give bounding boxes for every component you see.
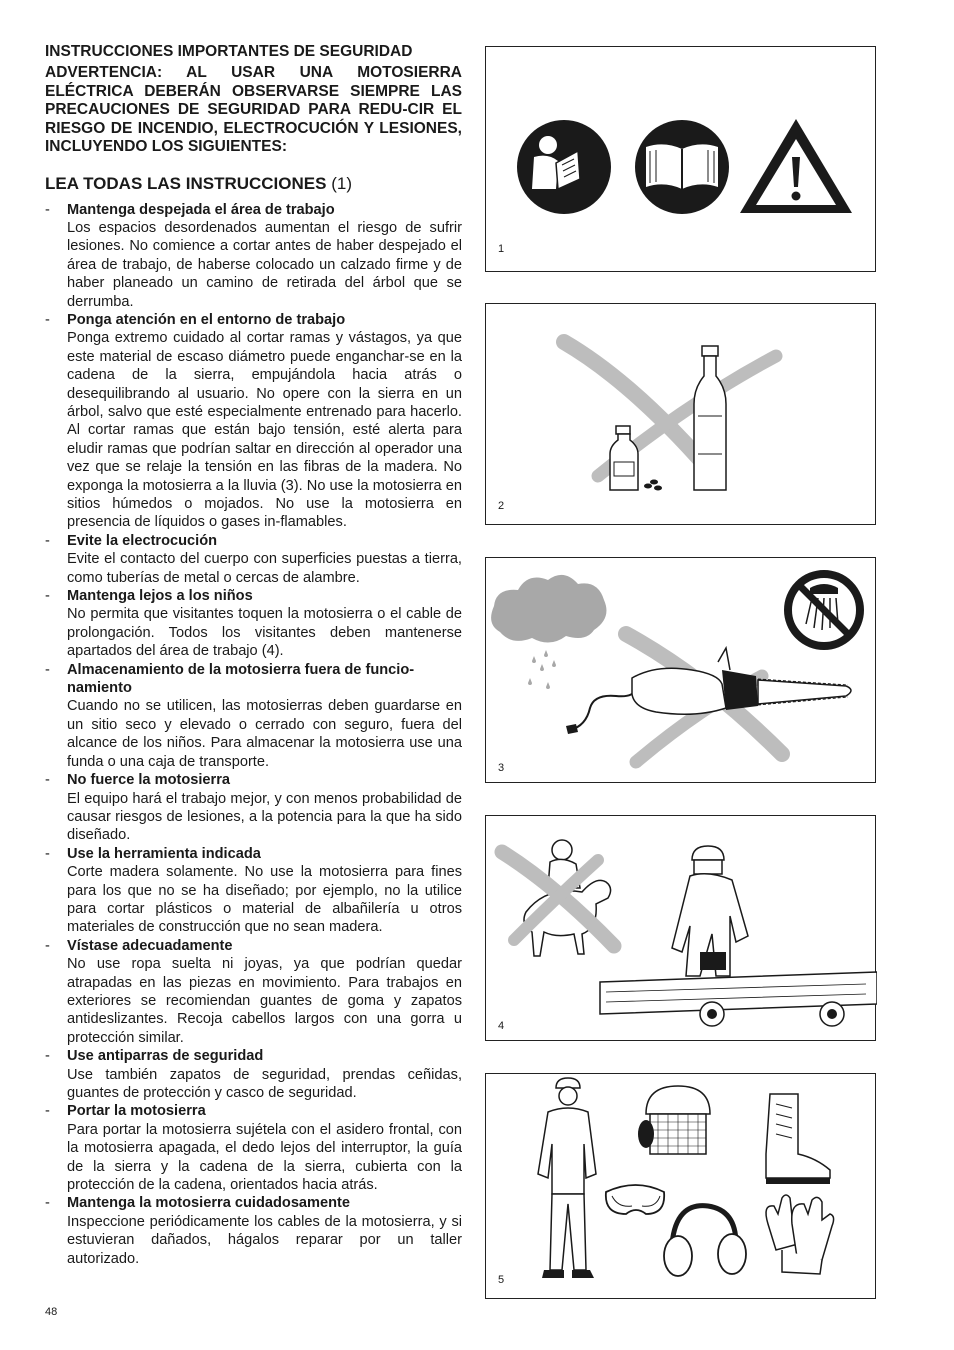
list-item bbox=[45, 201, 462, 311]
list-item-dash: - bbox=[45, 1103, 50, 1120]
list-item-text: Use también zapatos de seguridad, prendas ceñidas, guantes de protección y casco de seguridad. bbox=[67, 1066, 462, 1101]
list-item-text: Cuando no se utilicen, las motosierras deben guardarse en un sitio seco y elevado o cerrado con seguro, fuera del alcance de los niños. Para almacenar la motosierra use una funda o una caja de transporte. bbox=[67, 698, 462, 770]
figure-1-number: 1 bbox=[498, 243, 505, 255]
list-item-title: Portar la motosierra bbox=[67, 1103, 206, 1120]
list-item bbox=[45, 311, 462, 532]
section-title: INSTRUCCIONES IMPORTANTES DE SEGURIDAD bbox=[45, 43, 413, 60]
warning-paragraph: ADVERTENCIA: AL USAR UNA MOTOSIERRA ELÉCTRICA DEBERÁN OBSERVARSE SIEMPRE LAS PRECAUCIONES DE SEGURIDAD PARA REDU-CIR EL RIESGO DE INCENDIO, ELECTROCUCIÓN Y LESIONES, INCLUYENDO LOS SIGUIENTES: bbox=[45, 64, 462, 155]
safety-items-list bbox=[45, 201, 462, 1269]
list-item-text: Los espacios desordenados aumentan el riesgo de sufrir lesiones. No comience a cortar antes de haber despejado el área de trabajo, de haberse colocado un calzado firme y de haber planeado un camino de retirada del árbol que se derrumba. bbox=[67, 219, 462, 310]
figure-2 bbox=[485, 303, 876, 525]
warning-triangle-icon bbox=[740, 119, 852, 213]
list-item-text: No use ropa suelta ni joyas, ya que podrían quedar atrapadas en las piezas en movimiento. Para trabajos en exteriores se recomiendan guantes de goma y zapatos antideslizantes. Recoja cabellos largos con una gorra u protección similar. bbox=[67, 956, 462, 1046]
cross-out-icon bbox=[564, 342, 776, 480]
read-all-label: LEA TODAS LAS INSTRUCCIONES bbox=[45, 173, 327, 193]
list-item-text: Para portar la motosierra sujétela con el asidero frontal, con la motosierra apagada, el dedo lejos del interruptor, la guía de la sierra y la cadena de la sierra, cubierta con la protección de la cadena, orientados hacia atrás. bbox=[67, 1121, 462, 1194]
helmet-with-visor-icon bbox=[638, 1086, 710, 1154]
list-item bbox=[45, 587, 462, 661]
list-item-dash: - bbox=[45, 845, 50, 862]
list-item-title: Ponga atención en el entorno de trabajo bbox=[67, 311, 346, 328]
list-item-title: Almacenamiento de la motosierra fuera de funcio-namiento bbox=[67, 661, 415, 697]
list-item-title: Use antiparras de seguridad bbox=[67, 1048, 264, 1065]
list-item-dash: - bbox=[45, 772, 50, 789]
list-item-title: Mantenga despejada el área de trabajo bbox=[67, 201, 335, 218]
list-item bbox=[45, 1047, 462, 1102]
figure-2-number: 2 bbox=[498, 500, 505, 512]
no-shower-icon bbox=[788, 574, 860, 646]
figure-5-number: 5 bbox=[498, 1274, 505, 1286]
list-item-dash: - bbox=[45, 311, 50, 328]
list-item-dash: - bbox=[45, 937, 50, 954]
page-number: 48 bbox=[45, 1306, 58, 1318]
list-item-title: Mantenga lejos a los niños bbox=[67, 588, 253, 605]
worker-cutting-log-icon bbox=[600, 846, 877, 1026]
list-item-title: No fuerce la motosierra bbox=[67, 772, 231, 789]
rain-cloud-icon bbox=[491, 575, 606, 689]
list-item-dash: - bbox=[45, 1195, 50, 1212]
list-item-text: No permita que visitantes toquen la motosierra o el cable de prolongación. Todos los visitantes deben mantenerse apartados del área de trabajo (4). bbox=[67, 606, 462, 660]
read-all-heading bbox=[45, 173, 462, 195]
list-item-dash: - bbox=[45, 532, 50, 549]
figure-3-number: 3 bbox=[498, 762, 505, 774]
list-item bbox=[45, 661, 462, 771]
figure-1 bbox=[485, 46, 876, 272]
list-item-text: El equipo hará el trabajo mejor, y con menos probabilidad de causar riesgos de lesiones, a la potencia para la que ha sido diseñado. bbox=[67, 790, 462, 844]
list-item-dash: - bbox=[45, 588, 50, 605]
open-book-icon bbox=[635, 120, 729, 214]
list-item-dash: - bbox=[45, 201, 50, 218]
safety-goggles-icon bbox=[606, 1185, 664, 1214]
protective-clothing-person-icon bbox=[538, 1078, 596, 1278]
figure-3 bbox=[485, 557, 876, 783]
list-item-title: Use la herramienta indicada bbox=[67, 845, 261, 862]
list-item-title: Evite la electrocución bbox=[67, 532, 218, 549]
figure-5 bbox=[485, 1073, 876, 1299]
text-column bbox=[45, 42, 462, 1268]
list-item-text: Inspeccione periódicamente los cables de la motosierra, y si estuvieran dañados, hágalos reparar por un taller autorizado. bbox=[67, 1213, 462, 1267]
list-item bbox=[45, 1102, 462, 1194]
list-item bbox=[45, 937, 462, 1047]
ear-muffs-icon bbox=[664, 1206, 746, 1276]
figure-4-number: 4 bbox=[498, 1020, 505, 1032]
list-item-title: Mantenga la motosierra cuidadosamente bbox=[67, 1195, 351, 1212]
list-item-text: Ponga extremo cuidado al cortar ramas y vástagos, ya que este material de escaso diámetro puede enganchar-se en la cadena de la sierra, empujándola hacia atrás o desequilibrando al usuario. No opere con la sierra en un árbol, salvo que esté especialmente entrenado para hacerlo. Al cortar ramas que están bajo tensión, esté alerta para eludir ramas que podrían saltar en dirección al operador una vez que se relaje la tensión en las fibras de la madera. No exponga la motosierra a la lluvia (3). No use la motosierra en sitios húmedos o mojados. No use la motosierra en presencia de líquidos o gases in-flamables. bbox=[67, 330, 462, 531]
read-all-ref: (1) bbox=[331, 173, 352, 193]
work-gloves-icon bbox=[766, 1195, 834, 1274]
list-item bbox=[45, 771, 462, 845]
safety-boot-icon bbox=[766, 1094, 830, 1184]
list-item-text: Corte madera solamente. No use la motosierra para fines para los que no se ha diseñado; por ejemplo, no la utilice para cortar plásticos o material de albañilería u otros materiales de construcción que no sean madera. bbox=[67, 864, 462, 936]
list-item bbox=[45, 532, 462, 587]
figure-4 bbox=[485, 815, 876, 1041]
list-item bbox=[45, 1194, 462, 1268]
bottle-icon bbox=[694, 346, 726, 490]
list-item-dash: - bbox=[45, 661, 50, 678]
list-item-text: Evite el contacto del cuerpo con superficies puestas a tierra, como tuberías de metal o cercas de alambre. bbox=[67, 551, 462, 586]
list-item-title: Vístase adecuadamente bbox=[67, 937, 233, 954]
read-manual-person-icon bbox=[517, 120, 611, 214]
list-item bbox=[45, 845, 462, 937]
chainsaw-icon bbox=[566, 648, 851, 734]
list-item-dash: - bbox=[45, 1048, 50, 1065]
